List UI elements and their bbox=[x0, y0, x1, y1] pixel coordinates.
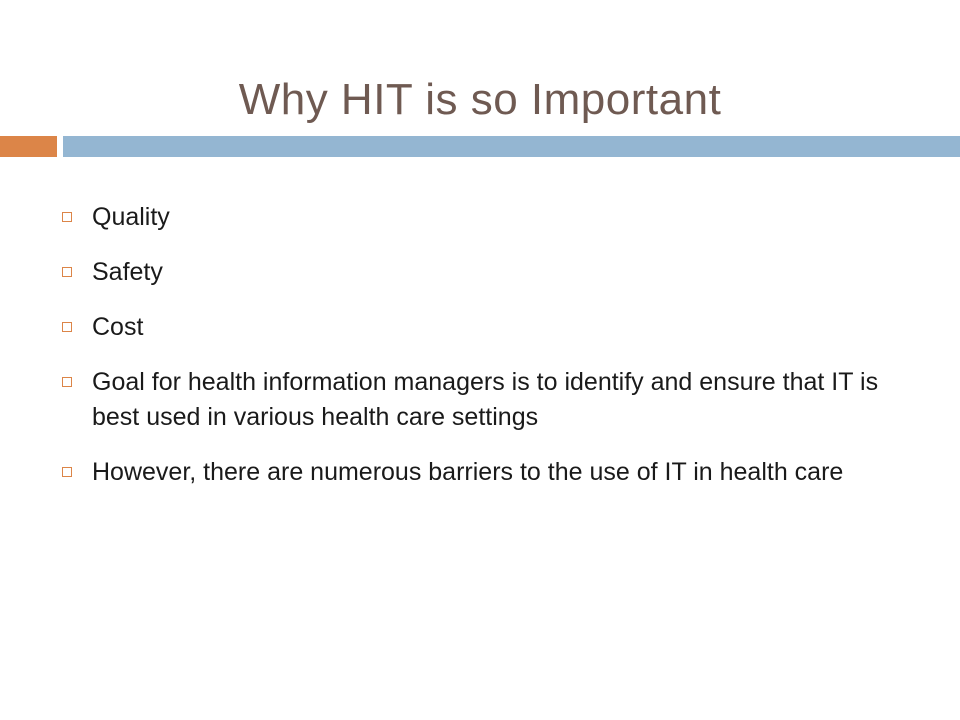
bullet-item-quality bbox=[62, 200, 902, 235]
square-bullet-icon bbox=[62, 377, 72, 387]
bullet-item-safety bbox=[62, 255, 902, 290]
bullet-text: Quality bbox=[92, 203, 170, 231]
bullet-text: Goal for health information managers is to identify and ensure that IT is best used in various health care settings bbox=[92, 368, 879, 431]
bullet-item-barriers bbox=[62, 455, 902, 490]
square-bullet-icon bbox=[62, 467, 72, 477]
bullet-text: Cost bbox=[92, 313, 144, 341]
bullet-list bbox=[62, 200, 902, 510]
bullet-text: Safety bbox=[92, 258, 163, 286]
title-accent-bar bbox=[0, 136, 57, 157]
title-underline-bar bbox=[63, 136, 960, 157]
bullet-item-goal bbox=[62, 365, 902, 435]
slide-title: Why HIT is so Important bbox=[238, 75, 722, 124]
bullet-item-cost bbox=[62, 310, 902, 345]
square-bullet-icon bbox=[62, 212, 72, 222]
square-bullet-icon bbox=[62, 267, 72, 277]
bullet-text: However, there are numerous barriers to the use of IT in health care bbox=[92, 458, 844, 486]
square-bullet-icon bbox=[62, 322, 72, 332]
